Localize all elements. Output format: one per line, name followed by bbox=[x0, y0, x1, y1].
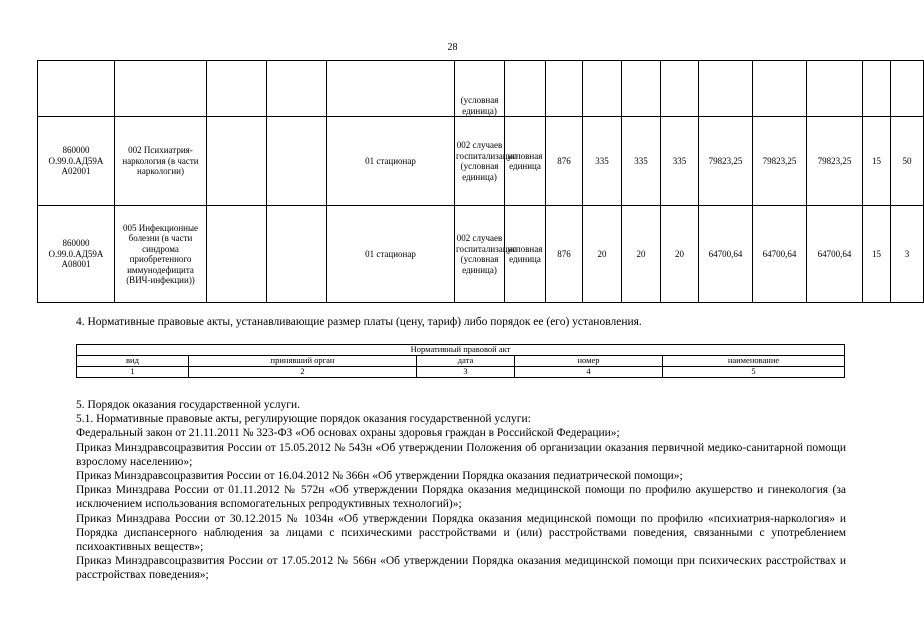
section-5 bbox=[76, 398, 846, 583]
indicator-cell: 002 случаев госпитализации (условная единица) bbox=[455, 206, 505, 303]
table-row bbox=[77, 367, 845, 378]
profile-cell: 002 Психиатрия-наркология (в части наркологии) bbox=[115, 117, 207, 206]
registry-code: 860000 О.99.0.АД59А А02001 bbox=[38, 117, 115, 206]
price-cell: 79823,25 bbox=[699, 117, 753, 206]
unit-name-cell: условная единица bbox=[505, 117, 546, 206]
legal-act-item: Приказ Минздравсоцразвития России от 17.05.2012 № 566н «Об утверждении Порядка оказания медицинской помощи при психических расстройствах и расстройствах поведения»; bbox=[76, 555, 846, 582]
price-cell: 79823,25 bbox=[753, 117, 807, 206]
section-5-heading: 5. Порядок оказания государственной услуги. bbox=[76, 399, 300, 411]
column-header: принявший орган bbox=[189, 356, 417, 367]
legal-act-item: Приказ Минздравсоцразвития России от 16.04.2012 № 366н «Об утверждении Порядка оказания педиатрической помощи»; bbox=[76, 470, 683, 483]
deviation-percent-cell: 15 bbox=[863, 206, 891, 303]
page-number: 28 bbox=[447, 42, 458, 53]
table-row bbox=[38, 61, 924, 117]
table-row bbox=[77, 356, 845, 367]
column-number: 4 bbox=[515, 367, 663, 378]
unit-name-cell: условная единица bbox=[505, 206, 546, 303]
profile-cell: 005 Инфекционные болезни (в части синдрома приобретенного иммунодефицита (ВИЧ-инфекции)) bbox=[115, 206, 207, 303]
registry-code: 860000 О.99.0.АД59А А08001 bbox=[38, 206, 115, 303]
condition-cell: 01 стационар bbox=[327, 117, 455, 206]
okei-cell: 876 bbox=[546, 117, 583, 206]
section-5-1-heading: 5.1. Нормативные правовые акты, регулирующие порядок оказания государственной услуги: bbox=[76, 413, 531, 426]
legal-act-item: Приказ Минздрава России от 30.12.2015 № 1034н «Об утверждении Порядка оказания медицинской помощи по профилю «психиатрия-наркология» и Порядка диспансерного наблюдения за лицами с психическими расстройствами и (или) расстройствами поведения, связанными с употреблением психоактивных веществ»; bbox=[76, 512, 846, 554]
price-cell: 64700,64 bbox=[699, 206, 753, 303]
column-header: дата bbox=[417, 356, 515, 367]
price-cell: 64700,64 bbox=[753, 206, 807, 303]
volume-cell: 335 bbox=[622, 117, 661, 206]
legal-act-item: Федеральный закон от 21.11.2011 № 323-ФЗ «Об основах охраны здоровья граждан в Российской Федерации»; bbox=[76, 427, 620, 440]
section-4-heading: 4. Нормативные правовые акты, устанавливающие размер платы (цену, тариф) либо порядок ее (его) установления. bbox=[76, 316, 642, 328]
volume-cell: 335 bbox=[583, 117, 622, 206]
price-cell: 64700,64 bbox=[807, 206, 863, 303]
acts-caption: Нормативный правовой акт bbox=[77, 345, 845, 356]
table-row bbox=[77, 345, 845, 356]
deviation-absolute-cell: 3 bbox=[891, 206, 924, 303]
deviation-absolute-cell: 50 bbox=[891, 117, 924, 206]
volume-cell: 335 bbox=[661, 117, 699, 206]
legal-act-item: Приказ Минздравсоцразвития России от 15.05.2012 № 543н «Об утверждении Положения об организации оказания первичной медико-санитарной помощи взрослому населению»; bbox=[76, 441, 846, 468]
column-header: вид bbox=[77, 356, 189, 367]
column-number: 1 bbox=[77, 367, 189, 378]
column-number: 2 bbox=[189, 367, 417, 378]
column-header: наименование bbox=[663, 356, 845, 367]
column-header: номер bbox=[515, 356, 663, 367]
legal-acts-table bbox=[76, 344, 845, 378]
okei-cell: 876 bbox=[546, 206, 583, 303]
column-number: 3 bbox=[417, 367, 515, 378]
table-row bbox=[38, 206, 924, 303]
deviation-percent-cell: 15 bbox=[863, 117, 891, 206]
volume-cell: 20 bbox=[622, 206, 661, 303]
indicator-cell: 002 случаев госпитализации (условная единица) bbox=[455, 117, 505, 206]
indicator-cell: (условная единица) bbox=[455, 61, 505, 117]
condition-cell: 01 стационар bbox=[327, 206, 455, 303]
column-number: 5 bbox=[663, 367, 845, 378]
service-volume-table bbox=[37, 60, 924, 303]
volume-cell: 20 bbox=[661, 206, 699, 303]
table-row bbox=[38, 117, 924, 206]
volume-cell: 20 bbox=[583, 206, 622, 303]
price-cell: 79823,25 bbox=[807, 117, 863, 206]
legal-act-item: Приказ Минздрава России от 01.11.2012 № 572н «Об утверждении Порядка оказания медицинской помощи по профилю акушерство и гинекология (за исключением использования вспомогательных репродуктивных технологий)»; bbox=[76, 484, 846, 511]
